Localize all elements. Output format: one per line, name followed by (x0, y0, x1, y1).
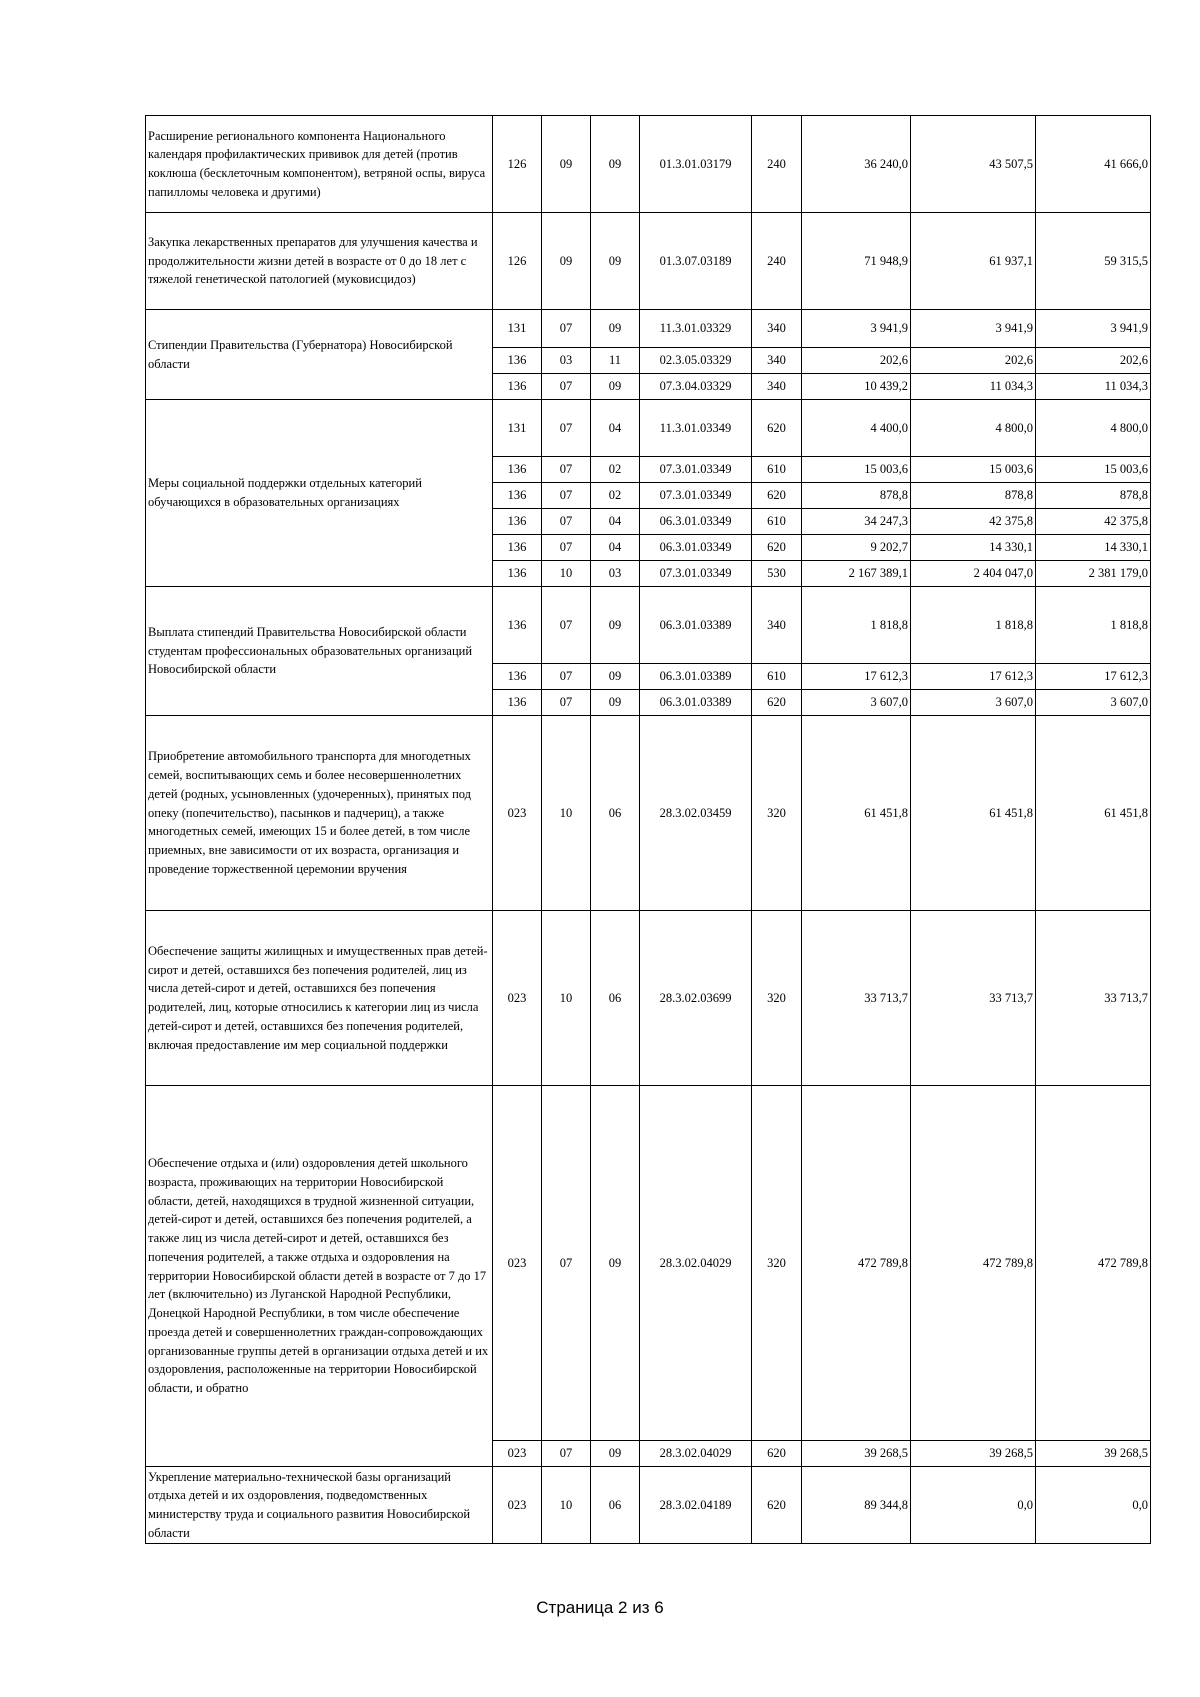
cell-expense-type: 620 (752, 400, 802, 457)
cell-target-code: 06.3.01.03389 (640, 664, 752, 690)
cell-amount-3: 39 268,5 (1036, 1441, 1151, 1467)
cell-section: 10 (542, 1467, 591, 1544)
cell-grbs: 023 (493, 1086, 542, 1441)
cell-amount-1: 33 713,7 (802, 911, 911, 1086)
cell-expense-type: 320 (752, 911, 802, 1086)
row-description: Расширение регионального компонента Национального календаря профилактических прививок для детей (против коклюша (бесклеточным компонентом), ветряной оспы, вируса папилломы человека и другими) (146, 116, 493, 213)
cell-amount-3: 41 666,0 (1036, 116, 1151, 213)
cell-grbs: 136 (493, 690, 542, 716)
cell-amount-3: 17 612,3 (1036, 664, 1151, 690)
cell-expense-type: 620 (752, 690, 802, 716)
cell-grbs: 131 (493, 400, 542, 457)
cell-amount-2: 3 607,0 (911, 690, 1036, 716)
cell-target-code: 07.3.04.03329 (640, 374, 752, 400)
cell-section: 07 (542, 1086, 591, 1441)
cell-amount-2: 472 789,8 (911, 1086, 1036, 1441)
cell-amount-3: 472 789,8 (1036, 1086, 1151, 1441)
cell-amount-2: 4 800,0 (911, 400, 1036, 457)
cell-amount-3: 2 381 179,0 (1036, 561, 1151, 587)
cell-subsection: 09 (591, 116, 640, 213)
cell-grbs: 131 (493, 310, 542, 348)
cell-expense-type: 240 (752, 213, 802, 310)
cell-section: 10 (542, 561, 591, 587)
cell-amount-1: 9 202,7 (802, 535, 911, 561)
cell-amount-3: 14 330,1 (1036, 535, 1151, 561)
cell-amount-2: 17 612,3 (911, 664, 1036, 690)
table-row (146, 310, 1151, 348)
cell-target-code: 28.3.02.03699 (640, 911, 752, 1086)
cell-amount-3: 59 315,5 (1036, 213, 1151, 310)
cell-grbs: 136 (493, 509, 542, 535)
cell-section: 07 (542, 400, 591, 457)
cell-amount-3: 4 800,0 (1036, 400, 1151, 457)
cell-target-code: 28.3.02.04189 (640, 1467, 752, 1544)
cell-subsection: 02 (591, 457, 640, 483)
row-description: Обеспечение защиты жилищных и имущественных прав детей-сирот и детей, оставшихся без попечения родителей, лиц из числа детей-сирот и детей, оставшихся без попечения родителей, лиц, которые относились к категории лиц из числа детей-сирот и детей, оставшихся без попечения родителей, включая предоставление им мер социальной поддержки (146, 911, 493, 1086)
cell-target-code: 07.3.01.03349 (640, 457, 752, 483)
cell-amount-1: 61 451,8 (802, 716, 911, 911)
cell-section: 07 (542, 509, 591, 535)
row-description: Закупка лекарственных препаратов для улучшения качества и продолжительности жизни детей в возрасте от 0 до 18 лет с тяжелой генетической патологией (муковисцидоз) (146, 213, 493, 310)
cell-target-code: 11.3.01.03349 (640, 400, 752, 457)
cell-amount-2: 1 818,8 (911, 587, 1036, 664)
cell-expense-type: 610 (752, 664, 802, 690)
table-row (146, 716, 1151, 911)
cell-amount-2: 61 937,1 (911, 213, 1036, 310)
cell-amount-3: 1 818,8 (1036, 587, 1151, 664)
cell-subsection: 06 (591, 716, 640, 911)
cell-grbs: 136 (493, 457, 542, 483)
cell-grbs: 136 (493, 561, 542, 587)
cell-grbs: 023 (493, 1467, 542, 1544)
cell-section: 07 (542, 1441, 591, 1467)
table-row (146, 400, 1151, 457)
table-row (146, 911, 1151, 1086)
cell-expense-type: 620 (752, 535, 802, 561)
cell-section: 07 (542, 457, 591, 483)
cell-amount-3: 3 607,0 (1036, 690, 1151, 716)
cell-subsection: 09 (591, 690, 640, 716)
cell-amount-2: 42 375,8 (911, 509, 1036, 535)
cell-target-code: 02.3.05.03329 (640, 348, 752, 374)
cell-amount-1: 15 003,6 (802, 457, 911, 483)
cell-grbs: 136 (493, 587, 542, 664)
cell-subsection: 09 (591, 1086, 640, 1441)
cell-expense-type: 240 (752, 116, 802, 213)
cell-section: 07 (542, 587, 591, 664)
cell-target-code: 06.3.01.03389 (640, 690, 752, 716)
cell-expense-type: 340 (752, 348, 802, 374)
cell-grbs: 136 (493, 374, 542, 400)
row-description: Обеспечение отдыха и (или) оздоровления детей школьного возраста, проживающих на территории Новосибирской области, детей, находящихся в трудной жизненной ситуации, детей-сирот и детей, оставшихся без попечения родителей, а также лиц из числа детей-сирот и детей, оставшихся без попечения родителей, а также отдыха и оздоровления на территории Новосибирской области детей в возрасте от 7 до 17 лет (включительно) из Луганской Народной Республики, Донецкой Народной Республики, в том числе обеспечение проезда детей и совершеннолетних граждан-сопровождающих организованные группы детей в организации отдыха детей и их оздоровления, расположенные на территории Новосибирской области, и обратно (146, 1086, 493, 1467)
cell-amount-3: 3 941,9 (1036, 310, 1151, 348)
cell-expense-type: 340 (752, 587, 802, 664)
cell-amount-2: 39 268,5 (911, 1441, 1036, 1467)
cell-grbs: 136 (493, 535, 542, 561)
cell-target-code: 01.3.01.03179 (640, 116, 752, 213)
cell-grbs: 023 (493, 1441, 542, 1467)
cell-grbs: 126 (493, 213, 542, 310)
cell-subsection: 04 (591, 535, 640, 561)
cell-subsection: 09 (591, 664, 640, 690)
cell-section: 07 (542, 535, 591, 561)
cell-expense-type: 320 (752, 716, 802, 911)
cell-amount-2: 33 713,7 (911, 911, 1036, 1086)
cell-amount-2: 0,0 (911, 1467, 1036, 1544)
cell-amount-3: 202,6 (1036, 348, 1151, 374)
cell-amount-1: 10 439,2 (802, 374, 911, 400)
cell-subsection: 09 (591, 310, 640, 348)
cell-amount-2: 3 941,9 (911, 310, 1036, 348)
cell-section: 10 (542, 911, 591, 1086)
cell-target-code: 07.3.01.03349 (640, 483, 752, 509)
cell-amount-1: 89 344,8 (802, 1467, 911, 1544)
cell-amount-3: 0,0 (1036, 1467, 1151, 1544)
row-description: Стипендии Правительства (Губернатора) Новосибирской области (146, 310, 493, 400)
cell-amount-1: 17 612,3 (802, 664, 911, 690)
row-description: Меры социальной поддержки отдельных категорий обучающихся в образовательных организациях (146, 400, 493, 587)
cell-amount-1: 2 167 389,1 (802, 561, 911, 587)
cell-subsection: 09 (591, 1441, 640, 1467)
cell-section: 10 (542, 716, 591, 911)
table-row (146, 1086, 1151, 1441)
cell-amount-1: 202,6 (802, 348, 911, 374)
cell-section: 07 (542, 690, 591, 716)
cell-target-code: 11.3.01.03329 (640, 310, 752, 348)
cell-expense-type: 320 (752, 1086, 802, 1441)
cell-target-code: 06.3.01.03349 (640, 535, 752, 561)
cell-expense-type: 340 (752, 310, 802, 348)
cell-subsection: 06 (591, 1467, 640, 1544)
cell-section: 03 (542, 348, 591, 374)
cell-amount-1: 878,8 (802, 483, 911, 509)
page-number: Страница 2 из 6 (536, 1598, 664, 1617)
table-row (146, 1467, 1151, 1544)
cell-grbs: 136 (493, 664, 542, 690)
table-row (146, 116, 1151, 213)
cell-subsection: 04 (591, 509, 640, 535)
cell-amount-1: 34 247,3 (802, 509, 911, 535)
cell-subsection: 04 (591, 400, 640, 457)
row-description: Укрепление материально-технической базы организаций отдыха детей и их оздоровления, подведомственных министерству труда и социального развития Новосибирской области (146, 1467, 493, 1544)
cell-subsection: 02 (591, 483, 640, 509)
cell-amount-1: 472 789,8 (802, 1086, 911, 1441)
cell-amount-3: 11 034,3 (1036, 374, 1151, 400)
cell-section: 07 (542, 664, 591, 690)
cell-grbs: 023 (493, 911, 542, 1086)
cell-expense-type: 610 (752, 457, 802, 483)
table-row (146, 213, 1151, 310)
cell-amount-2: 14 330,1 (911, 535, 1036, 561)
cell-amount-1: 3 607,0 (802, 690, 911, 716)
cell-amount-2: 61 451,8 (911, 716, 1036, 911)
cell-amount-1: 39 268,5 (802, 1441, 911, 1467)
cell-amount-1: 4 400,0 (802, 400, 911, 457)
cell-target-code: 06.3.01.03349 (640, 509, 752, 535)
cell-amount-2: 878,8 (911, 483, 1036, 509)
cell-target-code: 28.3.02.03459 (640, 716, 752, 911)
budget-table (145, 115, 1151, 1544)
cell-amount-1: 1 818,8 (802, 587, 911, 664)
cell-amount-1: 3 941,9 (802, 310, 911, 348)
cell-grbs: 126 (493, 116, 542, 213)
cell-subsection: 11 (591, 348, 640, 374)
cell-expense-type: 620 (752, 1441, 802, 1467)
cell-subsection: 09 (591, 587, 640, 664)
cell-target-code: 01.3.07.03189 (640, 213, 752, 310)
row-description: Приобретение автомобильного транспорта для многодетных семей, воспитывающих семь и более несовершеннолетних детей (родных, усыновленных (удочеренных), принятых под опеку (попечительство), пасынков и падчериц), а также многодетных семей, имеющих 15 и более детей, в том числе приемных, вне зависимости от их возраста, организация и проведение торжественной церемонии вручения (146, 716, 493, 911)
cell-expense-type: 610 (752, 509, 802, 535)
cell-expense-type: 620 (752, 483, 802, 509)
cell-amount-2: 2 404 047,0 (911, 561, 1036, 587)
cell-expense-type: 340 (752, 374, 802, 400)
cell-amount-2: 15 003,6 (911, 457, 1036, 483)
cell-expense-type: 620 (752, 1467, 802, 1544)
cell-target-code: 28.3.02.04029 (640, 1441, 752, 1467)
cell-amount-3: 61 451,8 (1036, 716, 1151, 911)
cell-amount-1: 36 240,0 (802, 116, 911, 213)
cell-subsection: 03 (591, 561, 640, 587)
cell-target-code: 28.3.02.04029 (640, 1086, 752, 1441)
cell-subsection: 09 (591, 213, 640, 310)
table-row (146, 587, 1151, 664)
cell-grbs: 136 (493, 483, 542, 509)
cell-expense-type: 530 (752, 561, 802, 587)
cell-grbs: 136 (493, 348, 542, 374)
cell-target-code: 06.3.01.03389 (640, 587, 752, 664)
cell-amount-2: 202,6 (911, 348, 1036, 374)
cell-subsection: 06 (591, 911, 640, 1086)
cell-section: 07 (542, 483, 591, 509)
cell-grbs: 023 (493, 716, 542, 911)
cell-amount-3: 15 003,6 (1036, 457, 1151, 483)
cell-amount-2: 43 507,5 (911, 116, 1036, 213)
row-description: Выплата стипендий Правительства Новосибирской области студентам профессиональных образовательных организаций Новосибирской области (146, 587, 493, 716)
cell-amount-3: 33 713,7 (1036, 911, 1151, 1086)
cell-target-code: 07.3.01.03349 (640, 561, 752, 587)
cell-section: 09 (542, 213, 591, 310)
cell-section: 09 (542, 116, 591, 213)
cell-amount-1: 71 948,9 (802, 213, 911, 310)
cell-amount-3: 878,8 (1036, 483, 1151, 509)
cell-amount-3: 42 375,8 (1036, 509, 1151, 535)
cell-subsection: 09 (591, 374, 640, 400)
cell-amount-2: 11 034,3 (911, 374, 1036, 400)
cell-section: 07 (542, 374, 591, 400)
cell-section: 07 (542, 310, 591, 348)
